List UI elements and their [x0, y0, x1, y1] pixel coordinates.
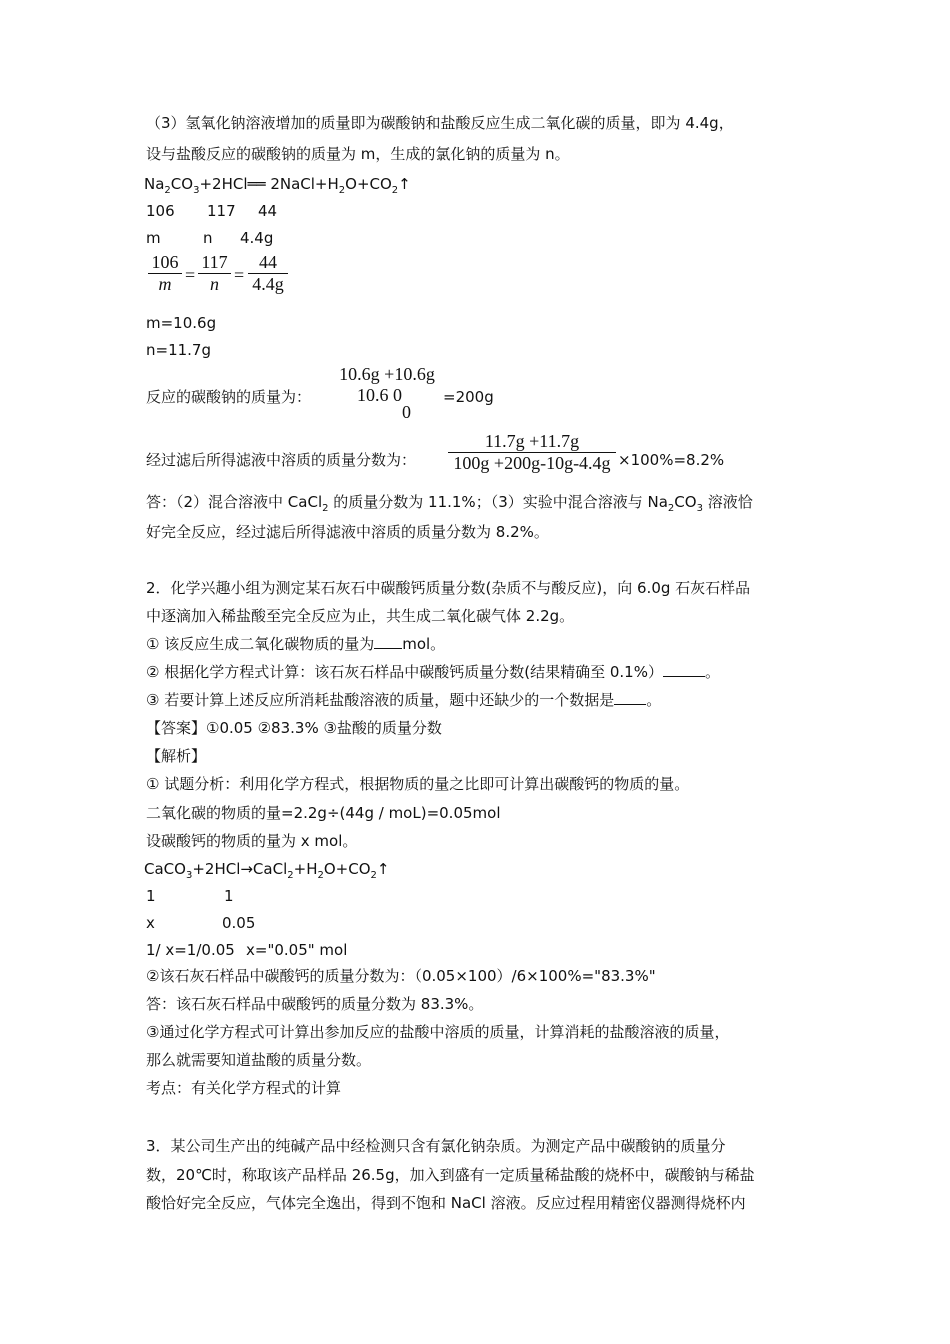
stoich-cell: 0.05 — [222, 914, 256, 932]
analysis-line: 设碳酸钙的物质的量为 x mol。 — [146, 832, 358, 850]
subquestion-2 — [146, 662, 720, 682]
result-n: n=11.7g — [146, 341, 211, 359]
eq-sub: 3 — [193, 185, 200, 196]
denominator: 4.4g — [248, 273, 288, 295]
analysis-line: ③通过化学方程式可计算出参加反应的盐酸中溶质的质量，计算消耗的盐酸溶液的质量， — [146, 1023, 730, 1041]
text: ② 根据化学方程式计算：该石灰石样品中碳酸钙质量分数(结果精确至 0.1%） — [146, 663, 663, 681]
text: CO — [674, 493, 697, 511]
numerator: 106 — [151, 252, 179, 272]
eq-part: +2HCl→CaCl — [192, 860, 288, 878]
numerator: 10.6g +10.6g — [339, 364, 435, 384]
fraction — [148, 252, 182, 295]
fraction — [198, 252, 231, 295]
stoich-cell: 106 — [146, 202, 175, 220]
text: 的质量分数为 11.1%；（3）实验中混合溶液与 Na — [328, 493, 668, 511]
eq-sub: 2 — [164, 185, 171, 196]
analysis-line: 二氧化碳的物质的量=2.2g÷(44g / moL)=0.05mol — [146, 804, 501, 822]
eq-sub: 2 — [370, 870, 377, 881]
fraction — [248, 252, 288, 295]
eq-sub: 3 — [185, 870, 193, 881]
question-3-line: 数，20℃时，称取该产品样品 26.5g，加入到盛有一定质量稀盐酸的烧杯中，碳酸钠与稀盐 — [146, 1166, 755, 1184]
stoich-cell: 4.4g — [240, 229, 274, 247]
eq-part: CaCO — [144, 860, 186, 878]
answer-line — [146, 492, 753, 519]
text: ① 该反应生成二氧化碳物质的量为 — [146, 635, 375, 653]
text: mol。 — [402, 635, 446, 653]
text: 设与盐酸反应的碳酸钠的质量为 m，生成的氯化钠的质量为 n。 — [146, 145, 570, 163]
eq-part: O+CO — [345, 175, 392, 193]
result-m: m=10.6g — [146, 314, 217, 332]
chemical-equation — [144, 174, 411, 201]
denominator: n — [198, 273, 231, 295]
eq-sub: 2 — [391, 185, 399, 196]
na2co3-label: 反应的碳酸钠的质量为： — [146, 388, 312, 406]
denominator: 10.6 0 — [357, 385, 402, 405]
analysis-line: 答：该石灰石样品中碳酸钙的质量分数为 83.3%。 — [146, 995, 484, 1013]
eq-part: +2HCl══ 2NaCl+H — [199, 175, 339, 193]
denominator: m — [148, 273, 182, 295]
eq-part: ↑ — [376, 860, 390, 878]
numerator: 11.7g +11.7g — [484, 431, 580, 451]
equals-sign: = — [185, 265, 196, 285]
answer-blank[interactable] — [614, 690, 646, 705]
text: 。 — [646, 691, 662, 709]
answer-line: 好完全反应，经过滤后所得滤液中溶质的质量分数为 8.2%。 — [146, 523, 549, 541]
eq-part: ↑ — [398, 175, 411, 193]
stoich-cell: 1 — [146, 887, 156, 905]
exam-point: 考点：有关化学方程式的计算 — [146, 1079, 342, 1097]
paragraph-line — [146, 113, 734, 133]
subquestion-3 — [146, 690, 661, 710]
stoich-cell: 1 — [224, 887, 234, 905]
answer-blank[interactable] — [374, 634, 402, 649]
question-3-line: 酸恰好完全反应，气体完全逸出，得到不饱和 NaCl 溶液。反应过程用精密仪器测得烧杯内 — [146, 1194, 746, 1212]
text: 。 — [704, 663, 720, 681]
answer-blank[interactable] — [663, 662, 705, 677]
equals-sign: = — [234, 265, 245, 285]
stoich-cell: 44 — [258, 202, 278, 220]
text: 溶液恰 — [702, 493, 753, 511]
text: ③ 若要计算上述反应所消耗盐酸溶液的质量，题中还缺少的一个数据是 — [146, 691, 615, 709]
stoich-cell: n — [203, 229, 213, 247]
answer-label: 【答案】①0.05 ②83.3% ③盐酸的质量分数 — [146, 719, 442, 737]
question-2-line: 中逐滴加入稀盐酸至完全反应为止，共生成二氧化碳气体 2.2g。 — [146, 607, 575, 625]
stoich-cell: 117 — [207, 202, 236, 220]
question-2-line: 2．化学兴趣小组为测定某石灰石中碳酸钙质量分数(杂质不与酸反应)，向 6.0g 石灰石样品 — [146, 579, 751, 597]
stoich-cell: x — [146, 914, 155, 932]
numerator: 44 — [259, 252, 277, 272]
numerator: 117 — [201, 252, 228, 272]
text: （3）氢氧化钠溶液增加的质量即为碳酸钠和盐酸反应生成二氧化碳的质量，即为 4.4g， — [146, 114, 734, 132]
analysis-line: 那么就需要知道盐酸的质量分数。 — [146, 1051, 372, 1069]
analysis-line: ① 试题分析：利用化学方程式，根据物质的量之比即可计算出碳酸钙的物质的量。 — [146, 775, 690, 793]
na2co3-result: =200g — [443, 388, 494, 406]
paragraph-line — [146, 144, 570, 164]
question-3-line: 3．某公司生产出的纯碱产品中经检测只含有氯化钠杂质。为测定产品中碳酸钠的质量分 — [146, 1137, 726, 1155]
text: 答：（2）混合溶液中 CaCl — [146, 493, 323, 511]
fraction — [448, 431, 616, 474]
stoich-cell: m — [146, 229, 161, 247]
filtrate-label: 经过滤后所得滤液中溶质的质量分数为： — [146, 451, 417, 469]
analysis-label: 【解析】 — [146, 747, 207, 765]
sub: 2 — [667, 503, 675, 514]
eq-sub: 2 — [338, 185, 346, 196]
eq-part: +H — [293, 860, 318, 878]
subquestion-1 — [146, 634, 445, 654]
fraction — [333, 364, 441, 406]
sub: 2 — [322, 503, 329, 514]
eq-sub: 2 — [317, 870, 324, 881]
eq-sub: 2 — [287, 870, 294, 881]
stoich-cell: 1/ x=1/0.05 — [146, 941, 235, 959]
analysis-line: ②该石灰石样品中碳酸钙的质量分数为：（0.05×100）/6×100%="83.3%" — [146, 967, 656, 985]
eq-part: O+CO — [323, 860, 371, 878]
denominator: 100g +200g-10g-4.4g — [448, 452, 616, 474]
subscript-zero: 0 — [402, 402, 411, 422]
sub: 3 — [696, 503, 703, 514]
eq-part: CO — [170, 175, 194, 193]
chemical-equation — [144, 859, 389, 886]
eq-part: Na — [144, 175, 165, 193]
stoich-cell: x="0.05" mol — [246, 941, 348, 959]
filtrate-result: ×100%=8.2% — [618, 451, 725, 469]
